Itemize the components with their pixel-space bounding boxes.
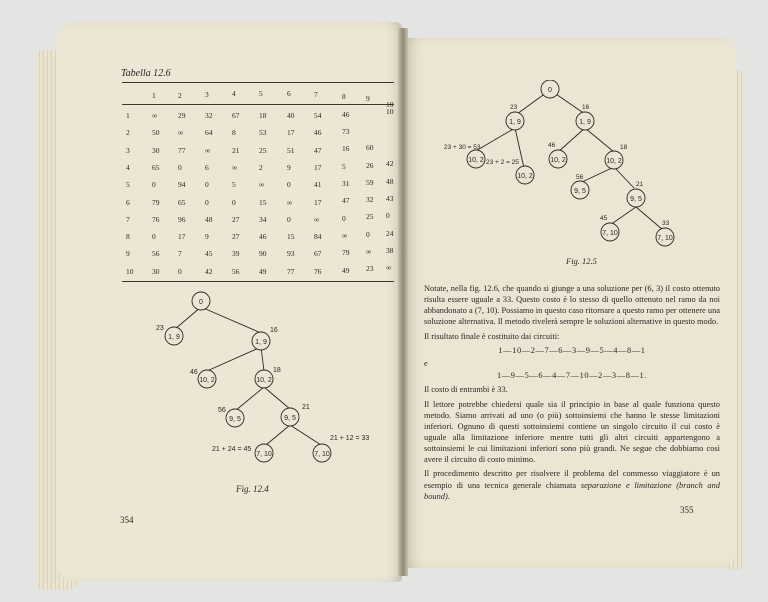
cost-label: 21 bbox=[302, 404, 310, 411]
table-cell: 26 bbox=[366, 160, 374, 170]
table-cell: 17 bbox=[314, 162, 322, 172]
table-cell: 42 bbox=[205, 266, 213, 276]
node-label: 0 bbox=[548, 87, 552, 94]
table-cell: 51 bbox=[287, 145, 295, 155]
table-cell: ∞ bbox=[205, 145, 211, 155]
figure-caption: Fig. 12.5 bbox=[566, 256, 597, 266]
left-tree-diagram bbox=[140, 285, 380, 470]
table-cell: 6 bbox=[205, 162, 209, 172]
paragraph: Il risultato finale è costituito dai circuiti: bbox=[424, 332, 560, 342]
node-label: 9, 5 bbox=[284, 415, 296, 422]
row-label: 10 bbox=[126, 266, 134, 276]
paragraph: Il lettore potrebbe chiedersi quale sia il principio in base al quale funziona questo metodo. Siamo arrivati ad uno (o più) sottoinsiemi che hanno le stesse limitazioni inferiori. Ognuno di questi sottoinsiemi contiene un singolo circuito il cui costo è uguale alla limitazione inferiore mentre tutti gli altri circuiti appartengono a sottoinsiemi le cui limitazioni inferiori sono più grandi. Ne segue che dobbiamo così avere il circuito di costo minimo. bbox=[424, 399, 720, 465]
cost-label: 33 bbox=[662, 220, 670, 227]
table-cell: 59 bbox=[366, 177, 374, 187]
table-cell: 0 bbox=[178, 266, 182, 276]
table-cell: 0 bbox=[287, 214, 291, 224]
col-header: 8 bbox=[342, 92, 346, 101]
table-cell: 9 bbox=[287, 162, 291, 172]
table-cell: 65 bbox=[178, 197, 186, 207]
table-cell: 0 bbox=[178, 162, 182, 172]
row-label: 5 bbox=[126, 180, 130, 190]
table-cell: 8 bbox=[232, 128, 236, 138]
node-label: 10, 2 bbox=[606, 158, 622, 165]
table-cell: 49 bbox=[259, 266, 267, 276]
cost-label: 16 bbox=[582, 104, 590, 111]
col-header: 4 bbox=[232, 89, 236, 98]
table-cell: 0 bbox=[386, 211, 390, 221]
node-label: 9, 5 bbox=[574, 188, 586, 195]
table-cell: 40 bbox=[287, 111, 295, 120]
table-cell: 23 bbox=[366, 264, 374, 274]
table-cell: 46 bbox=[259, 232, 267, 242]
table-cell: 15 bbox=[287, 232, 295, 242]
table-cell: 25 bbox=[366, 212, 374, 222]
cost-label: 56 bbox=[218, 407, 226, 414]
table-cell: 60 bbox=[366, 143, 374, 153]
table-cell: 64 bbox=[205, 128, 213, 138]
table-cell: ∞ bbox=[232, 162, 238, 172]
table-cell: 0 bbox=[366, 229, 370, 239]
paragraph bbox=[424, 468, 720, 501]
cost-label: 18 bbox=[273, 367, 281, 374]
table-cell: 46 bbox=[342, 109, 350, 119]
cost-label: 23 bbox=[156, 325, 164, 332]
node-label: 9, 5 bbox=[229, 416, 241, 423]
table-cell: 96 bbox=[178, 214, 186, 224]
col-header: 2 bbox=[178, 91, 182, 100]
col-header: 9 bbox=[366, 94, 370, 103]
table-cell: ∞ bbox=[178, 128, 184, 138]
node-label: 10, 2 bbox=[517, 173, 533, 180]
table-cell: 34 bbox=[259, 214, 267, 224]
row-label: 6 bbox=[126, 197, 130, 207]
table-cell: ∞ bbox=[152, 111, 158, 120]
table-cell: ∞ bbox=[366, 247, 372, 256]
table-cell: 73 bbox=[342, 127, 350, 137]
table-cell: 21 bbox=[232, 145, 240, 155]
table-cell: 17 bbox=[287, 128, 295, 138]
circuit-line: 1—10—2—7—6—3—9—5—4—8—1 bbox=[498, 346, 646, 356]
table-header-rule bbox=[122, 104, 394, 105]
cost-label: 46 bbox=[548, 142, 556, 149]
col-header: 7 bbox=[314, 90, 318, 99]
row-label: 1 bbox=[126, 111, 130, 120]
table-cell: 32 bbox=[205, 111, 213, 120]
table-cell: 15 bbox=[259, 197, 267, 207]
cost-label: 23 + 30 = 53 bbox=[444, 144, 481, 151]
table-cell: 67 bbox=[314, 249, 322, 259]
table-cell: 0 bbox=[342, 213, 346, 223]
col-header: 6 bbox=[287, 89, 291, 98]
node-label: 1, 9 bbox=[579, 119, 591, 126]
table-cell: 30 bbox=[152, 266, 160, 276]
row-label: 3 bbox=[126, 145, 130, 155]
table-cell: ∞ bbox=[386, 263, 392, 273]
table-cell: 54 bbox=[314, 111, 322, 120]
node-label: 7, 10 bbox=[602, 230, 618, 237]
table-cell: 0 bbox=[152, 180, 156, 190]
row-label: 9 bbox=[126, 249, 130, 259]
table-cell: 49 bbox=[342, 265, 350, 275]
table-cell: 25 bbox=[259, 145, 267, 155]
node-label: 10, 2 bbox=[468, 157, 484, 164]
page-number: 354 bbox=[120, 515, 134, 525]
paragraph: Il costo di entrambi è 33. bbox=[424, 384, 508, 394]
table-cell: 47 bbox=[342, 196, 350, 206]
node-label: 7, 10 bbox=[256, 451, 272, 458]
table-cell: 48 bbox=[205, 214, 213, 224]
table-cell: ∞ bbox=[314, 214, 320, 224]
table-cell: 24 bbox=[386, 228, 394, 238]
table-cell: 27 bbox=[232, 214, 240, 224]
table-cell: 45 bbox=[205, 249, 213, 259]
table-cell: 76 bbox=[152, 214, 160, 224]
cost-label: 16 bbox=[270, 327, 278, 334]
term-italic: separazione e limitazione (branch and bound) bbox=[424, 480, 720, 501]
table-cell: 9 bbox=[205, 232, 209, 242]
table-cell: 31 bbox=[342, 179, 350, 188]
cost-label: 21 + 12 = 33 bbox=[330, 435, 370, 442]
table-cell: 43 bbox=[386, 193, 394, 203]
table-cell: 84 bbox=[314, 232, 322, 242]
paragraph: Notate, nella fig. 12.6, che quando si giunge a una soluzione per (6, 3) il costo ottenuto risulta essere uguale a 33. Questo costo è lo stesso di quello ottenuto nel ramo da noi abbandonato a (7, 10). Possiamo in questo caso ritornare a questo ramo per ottenere una soluzione alternativa. Il metodo rivelerà sempre le soluzioni alternative in questo modo. bbox=[424, 284, 720, 327]
table-cell: 0 bbox=[152, 232, 156, 242]
node-label: 1, 9 bbox=[168, 334, 180, 341]
col-header: 1 bbox=[152, 91, 156, 100]
table-cell: 65 bbox=[152, 162, 160, 172]
node-label: 10, 2 bbox=[550, 157, 566, 164]
table-cell: 47 bbox=[314, 145, 322, 155]
table-cell: 79 bbox=[152, 197, 160, 207]
table-cell: 7 bbox=[178, 249, 182, 259]
table-cell: 5 bbox=[232, 180, 236, 190]
col-header: 5 bbox=[259, 89, 263, 98]
cost-label: 21 + 24 = 45 bbox=[212, 446, 252, 453]
table-cell: 5 bbox=[342, 161, 346, 171]
figure-caption: Fig. 12.4 bbox=[236, 484, 269, 494]
table-cell: 53 bbox=[259, 128, 267, 138]
node-label: 9, 5 bbox=[630, 196, 642, 203]
table-cell: 46 bbox=[314, 128, 322, 138]
table-cell: 27 bbox=[232, 232, 240, 242]
col-header: 3 bbox=[205, 90, 209, 99]
table-cell: ∞ bbox=[342, 230, 348, 240]
table-cell: 56 bbox=[232, 266, 240, 276]
node-label: 0 bbox=[199, 299, 203, 306]
body-text bbox=[424, 283, 720, 502]
table-cell: 39 bbox=[232, 249, 240, 259]
book-gutter bbox=[398, 28, 408, 576]
table-cell: 0 bbox=[205, 197, 209, 207]
cost-label: 23 + 2 = 25 bbox=[486, 159, 519, 166]
node-label: 1, 9 bbox=[255, 339, 267, 346]
table-cell: 50 bbox=[152, 128, 160, 138]
table-cell: 38 bbox=[386, 245, 394, 255]
node-label: 10, 2 bbox=[256, 377, 272, 384]
node-label: 7, 10 bbox=[657, 235, 673, 242]
paragraph-end: . bbox=[447, 491, 450, 501]
table-cell: 0 bbox=[232, 197, 236, 207]
right-tree-diagram bbox=[440, 80, 710, 255]
table-cell: 0 bbox=[205, 180, 209, 190]
table-cell: 16 bbox=[342, 144, 350, 154]
circuit-line: 1—9—5—6—4—7—10—2—3—8—1. bbox=[497, 370, 647, 380]
table-cell: ∞ bbox=[259, 180, 265, 190]
table-cell: 77 bbox=[178, 145, 186, 155]
cost-label: 23 bbox=[510, 104, 518, 111]
table-cell: 67 bbox=[232, 111, 240, 120]
table-cell: 32 bbox=[366, 195, 374, 205]
node-label: 1, 9 bbox=[509, 119, 521, 126]
col-header: 10 bbox=[386, 100, 394, 109]
table-cell: 30 bbox=[152, 145, 160, 155]
table-cell: 79 bbox=[342, 248, 350, 258]
cost-label: 18 bbox=[620, 144, 628, 151]
table-cell: 77 bbox=[287, 266, 295, 276]
table-cell: 56 bbox=[152, 249, 160, 259]
conjunction: e bbox=[424, 358, 428, 368]
cost-label: 45 bbox=[600, 215, 608, 222]
node-label: 7, 10 bbox=[314, 451, 330, 458]
table-cell: 10 bbox=[386, 107, 394, 117]
cost-label: 21 bbox=[636, 181, 644, 188]
row-label: 8 bbox=[126, 232, 130, 242]
table-cell: 18 bbox=[259, 111, 267, 120]
table-cell: 93 bbox=[287, 249, 295, 259]
node-label: 10, 2 bbox=[199, 377, 215, 384]
table-cell: 29 bbox=[178, 111, 186, 120]
table-cell: 90 bbox=[259, 249, 267, 259]
cost-label: 56 bbox=[576, 174, 584, 181]
row-label: 4 bbox=[126, 162, 130, 172]
table-cell: 2 bbox=[259, 162, 263, 172]
row-label: 7 bbox=[126, 214, 130, 224]
table-cell: 17 bbox=[314, 197, 322, 207]
table-title: Tabella 12.6 bbox=[121, 68, 171, 79]
table-cell: 41 bbox=[314, 180, 322, 190]
row-label: 2 bbox=[126, 128, 130, 138]
table-cell: 76 bbox=[314, 266, 322, 276]
paragraph-text: Il procedimento descritto per risolvere il problema del commesso viaggiatore è un esempio di una tecnica generale chiamata bbox=[424, 469, 720, 490]
page-number: 355 bbox=[680, 505, 694, 515]
cost-label: 46 bbox=[190, 369, 198, 376]
table-bottom-rule bbox=[122, 281, 394, 282]
table-cell: 42 bbox=[386, 159, 394, 169]
table-cell: 48 bbox=[386, 176, 394, 186]
table-cell: 0 bbox=[287, 180, 291, 190]
table-cell: 17 bbox=[178, 232, 186, 242]
table-cell: 94 bbox=[178, 180, 186, 190]
table-cell: ∞ bbox=[287, 197, 293, 207]
table-top-rule bbox=[122, 82, 394, 83]
